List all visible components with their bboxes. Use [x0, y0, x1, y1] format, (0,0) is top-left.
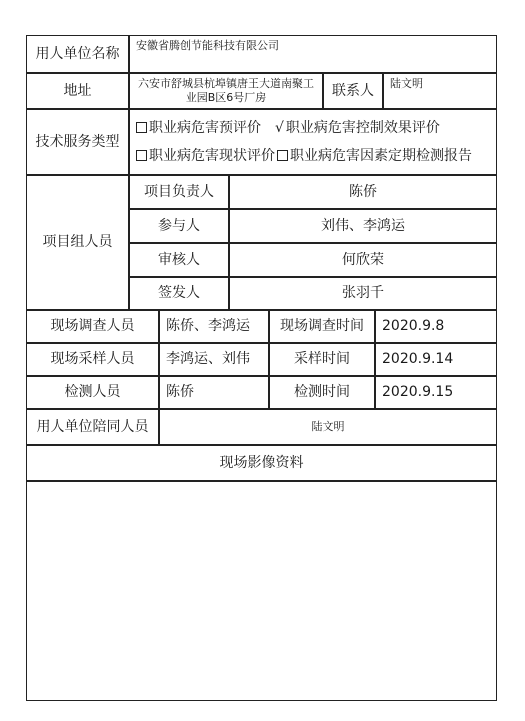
checkbox-icon — [136, 150, 147, 161]
check-mark-icon: √ — [275, 119, 284, 136]
testing-time-label: 检测时间 — [269, 376, 375, 409]
team-member: 刘伟、李鸿运 — [229, 209, 497, 243]
sampling-time-label: 采样时间 — [269, 343, 375, 376]
escort-label: 用人单位陪同人员 — [26, 409, 159, 445]
service-option: 职业病危害现状评价 — [136, 147, 275, 165]
employer-label: 用人单位名称 — [26, 35, 129, 73]
testing-label: 检测人员 — [26, 376, 159, 409]
survey-time-label: 现场调查时间 — [269, 310, 375, 343]
checkbox-icon — [277, 150, 288, 161]
team-member: 陈侨 — [229, 175, 497, 209]
checkbox-icon — [136, 122, 147, 133]
address-label: 地址 — [26, 73, 129, 109]
testing-time: 2020.9.15 — [375, 376, 497, 409]
address-value: 六安市舒城县杭埠镇唐王大道南聚工业园B区6号厂房 — [129, 73, 323, 109]
escort-value: 陆文明 — [159, 409, 497, 445]
sampling-people: 李鸿运、刘伟 — [159, 343, 269, 376]
team-member: 何欣荣 — [229, 243, 497, 277]
team-label: 项目组人员 — [26, 175, 129, 310]
service-option: 职业病危害预评价 — [136, 119, 261, 137]
team-member: 张羽千 — [229, 277, 497, 310]
images-label: 现场影像资料 — [26, 445, 497, 481]
contact-label: 联系人 — [323, 73, 383, 109]
team-role: 参与人 — [129, 209, 229, 243]
team-role: 项目负责人 — [129, 175, 229, 209]
sampling-time: 2020.9.14 — [375, 343, 497, 376]
service-label: 技术服务类型 — [26, 109, 129, 175]
images-area — [26, 481, 497, 701]
survey-people: 陈侨、李鸿运 — [159, 310, 269, 343]
service-option: √ 职业病危害控制效果评价 — [275, 119, 440, 136]
team-role: 审核人 — [129, 243, 229, 277]
team-role: 签发人 — [129, 277, 229, 310]
employer-value: 安徽省腾创节能科技有限公司 — [129, 35, 497, 73]
survey-time: 2020.9.8 — [375, 310, 497, 343]
contact-value: 陆文明 — [383, 73, 497, 109]
testing-people: 陈侨 — [159, 376, 269, 409]
service-option: 职业病危害因素定期检测报告 — [277, 147, 472, 165]
service-options — [129, 109, 497, 175]
sampling-label: 现场采样人员 — [26, 343, 159, 376]
survey-label: 现场调查人员 — [26, 310, 159, 343]
